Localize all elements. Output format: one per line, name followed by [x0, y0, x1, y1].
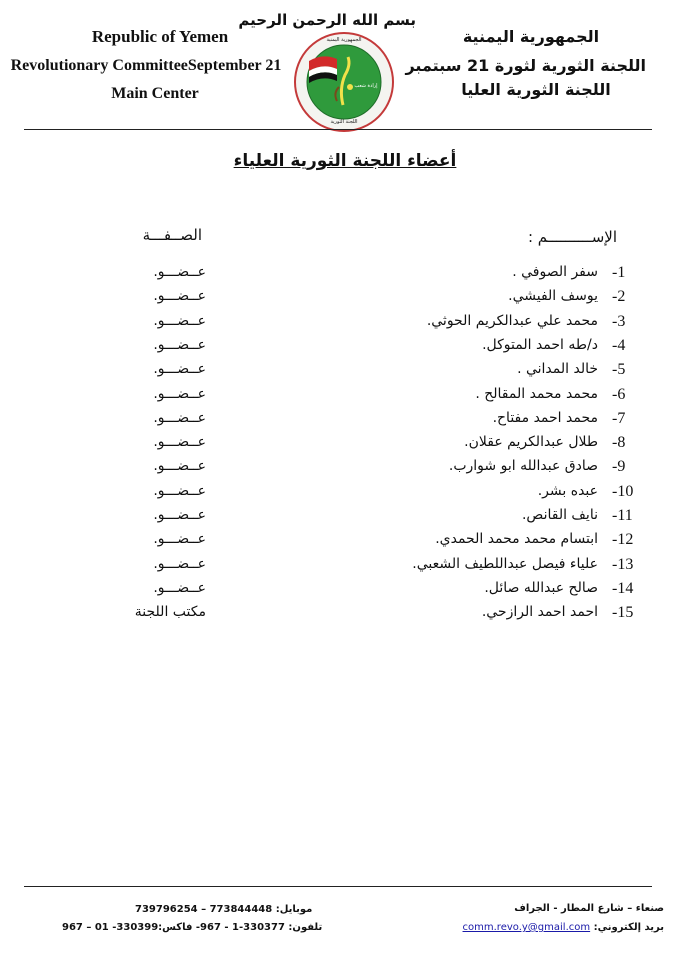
member-number: -12: [612, 531, 634, 549]
footer-phone-label: تلفون:: [288, 922, 323, 933]
footer-mobile-label: موبايل:: [275, 904, 313, 915]
member-name: صالح عبدالله صائل.: [484, 579, 598, 596]
member-name: عبده بشر.: [537, 482, 598, 499]
member-row: [0, 458, 691, 482]
member-name: محمد محمد المقالح .: [475, 385, 598, 402]
member-row: [0, 386, 691, 410]
logo-text-bottom: اللجنة الثورية: [330, 119, 358, 125]
footer-address: صنعاء – شارع المطار - الجراف: [514, 903, 664, 914]
member-role: عــضـــو.: [153, 288, 206, 305]
member-role: عــضـــو.: [153, 531, 206, 548]
column-header-role: الصــفـــة: [142, 226, 202, 244]
footer-mobile-row: [135, 904, 312, 915]
footer-email-label: بريد إلكتروني:: [593, 922, 664, 933]
member-name: خالد المداني .: [517, 361, 598, 378]
member-role: عــضـــو.: [153, 555, 206, 572]
member-row: [0, 604, 691, 628]
member-row: [0, 580, 691, 604]
member-row: [0, 483, 691, 507]
member-name: د/طه احمد المتوكل.: [482, 336, 598, 353]
member-name: طلال عبدالكريم عقلان.: [464, 434, 598, 451]
header-en-line3: Main Center: [111, 85, 199, 102]
member-number: -9: [612, 458, 626, 476]
member-number: -7: [612, 409, 626, 427]
member-row: [0, 264, 691, 288]
member-number: -13: [612, 555, 634, 573]
member-name: ابتسام محمد محمد الحمدي.: [435, 531, 598, 548]
member-role: عــضـــو.: [153, 579, 206, 596]
member-row: [0, 556, 691, 580]
member-number: -2: [612, 288, 626, 306]
member-row: [0, 313, 691, 337]
member-number: -6: [612, 385, 626, 403]
footer-mobile-value: 773844448 – 739796254: [135, 904, 273, 915]
member-row: [0, 507, 691, 531]
header-ar-line1: الجمهورية اليمنية: [462, 27, 600, 46]
member-role: عــضـــو.: [153, 409, 206, 426]
member-name: سفر الصوفي .: [512, 264, 598, 280]
header-en-line1: Republic of Yemen: [91, 27, 229, 46]
footer-email-row: [463, 922, 664, 933]
member-role: عــضـــو.: [153, 312, 206, 329]
member-name: علياء فيصل عبداللطيف الشعبي.: [412, 555, 598, 572]
member-row: [0, 434, 691, 458]
logo-emblem-icon: [293, 31, 395, 133]
member-row: [0, 288, 691, 312]
member-number: -4: [612, 336, 626, 354]
footer-divider: [24, 886, 652, 887]
member-number: -5: [612, 361, 626, 379]
header-en-line2: Revolutionary CommitteeSeptember 21: [10, 57, 282, 74]
member-name: نايف القانص.: [521, 507, 598, 523]
member-number: -8: [612, 434, 626, 452]
member-name: يوسف الفيشي.: [508, 288, 598, 305]
member-name: محمد احمد مفتاح.: [492, 409, 598, 426]
footer-phone-value: 330377-1 - 967- فاكس:330399- 01 – 967: [62, 922, 285, 933]
member-role: عــضـــو.: [153, 458, 206, 475]
member-row: [0, 337, 691, 361]
member-number: -11: [612, 507, 633, 524]
member-name: محمد علي عبدالكريم الحوثي.: [426, 312, 598, 329]
member-row: [0, 531, 691, 555]
member-number: -10: [612, 482, 634, 500]
member-number: -3: [612, 312, 626, 330]
member-name: احمد احمد الرازحي.: [481, 604, 598, 621]
member-number: -14: [612, 579, 634, 597]
member-number: -1: [612, 264, 626, 281]
column-header-name: الإســــــــــم :: [527, 228, 617, 246]
member-role: عــضـــو.: [153, 434, 206, 451]
member-row: [0, 361, 691, 385]
header-ar-line2: اللجنة الثورية لثورة 21 سبتمبر: [405, 56, 646, 75]
member-role: عــضـــو.: [153, 507, 206, 523]
member-role: عــضـــو.: [153, 336, 206, 353]
footer-phone-row: [62, 922, 322, 933]
basmala: بسم الله الرحمن الرحيم: [238, 11, 416, 29]
header-ar-line3: اللجنة الثورية العليا: [461, 80, 611, 99]
logo-text-top: الجمهورية اليمنية: [326, 37, 362, 43]
member-row: [0, 410, 691, 434]
member-role: عــضـــو.: [153, 361, 206, 378]
header-divider: [24, 129, 652, 130]
committee-logo: [293, 31, 395, 133]
document-title: أعضاء اللجنة الثورية العلياء: [233, 151, 457, 171]
member-number: -15: [612, 604, 634, 622]
member-role: عــضـــو.: [153, 264, 206, 280]
member-role: عــضـــو.: [153, 385, 206, 402]
member-role: عــضـــو.: [153, 482, 206, 499]
member-name: صادق عبدالله ابو شوارب.: [448, 458, 598, 475]
footer-email-link[interactable]: comm.revo.y@gmail.com: [462, 922, 591, 933]
member-role: مكتب اللجنة: [134, 604, 206, 621]
logo-text-center: إرادة شعب: [354, 83, 378, 89]
